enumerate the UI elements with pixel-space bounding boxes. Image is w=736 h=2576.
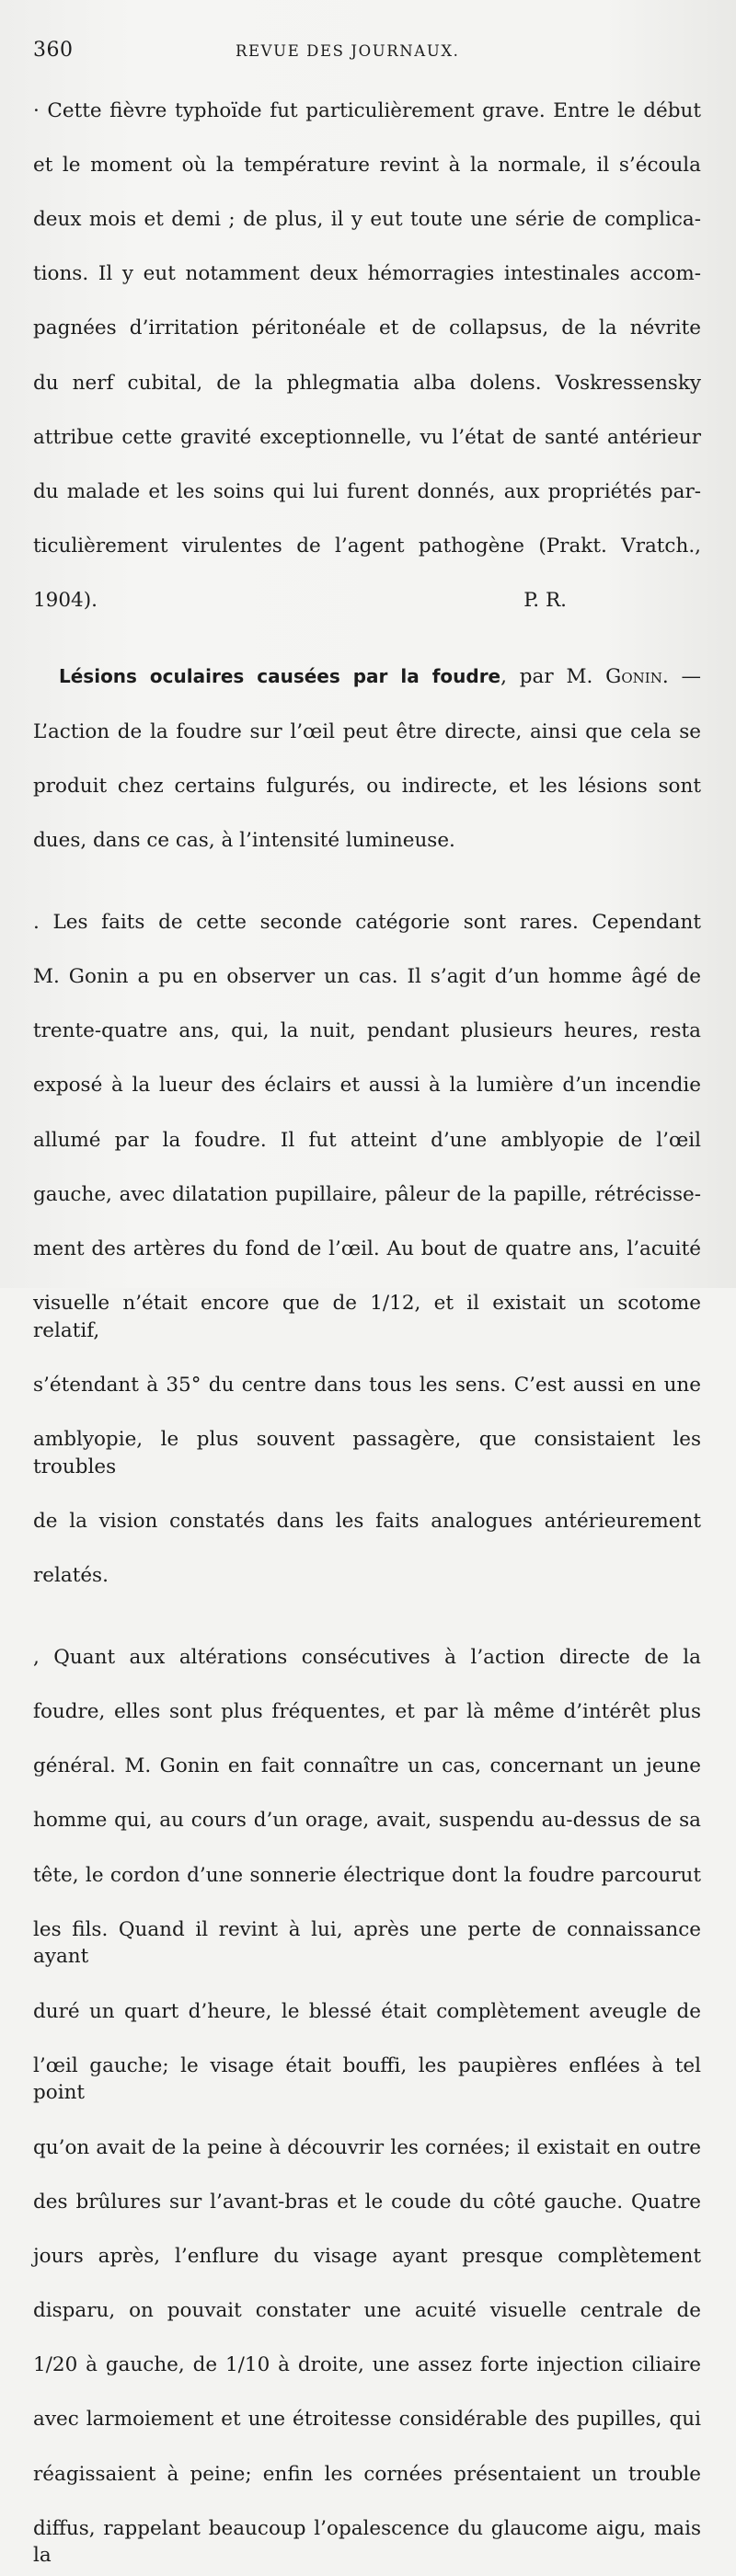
text-line: pagnées d’irritation péritonéale et de collapsus, de la névrite — [33, 316, 701, 340]
text-line: des brûlures sur l’avant-bras et le coude du côté gauche. Quatre — [33, 2190, 701, 2214]
text-line: du nerf cubital, de la phlegmatia alba dolens. Voskressensky — [33, 371, 701, 395]
text-line: trente-quatre ans, qui, la nuit, pendant plusieurs heures, resta — [33, 1019, 701, 1043]
text-line: 1/20 à gauche, de 1/10 à droite, une assez forte injection ciliaire — [33, 2353, 701, 2377]
text-line: amblyopie, le plus souvent passagère, que consistaient les troubles — [33, 1428, 701, 1478]
text-line: l’œil gauche; le visage était bouffi, les paupières enflées à tel point — [33, 2053, 701, 2105]
text-line: disparu, on pouvait constater une acuité visuelle centrale de — [33, 2299, 701, 2323]
author-signature: P. R. — [523, 589, 567, 613]
text-line: jours après, l’enflure du visage ayant presque complètement — [33, 2244, 701, 2268]
text-line: de la vision constatés dans les faits analogues antérieurement — [33, 1509, 701, 1533]
text-line: ment des artères du fond de l’œil. Au bout de quatre ans, l’acuité — [33, 1236, 701, 1260]
running-head: REVUE DES JOURNAUX. — [236, 42, 460, 60]
text-line: tions. Il y eut notamment deux hémorragies intestinales accom- — [33, 262, 701, 286]
text-line: s’étendant à 35° du centre dans tous les sens. C’est aussi en une — [33, 1373, 701, 1397]
text-line: du malade et les soins qui lui furent donnés, aux propriétés par- — [33, 479, 701, 503]
text-line: homme qui, au cours d’un orage, avait, suspendu au-dessus de sa — [33, 1809, 701, 1833]
text-line: L’action de la foudre sur l’œil peut être directe, ainsi que cela se — [33, 719, 701, 743]
text-line: avec larmoiement et une étroitesse considérable des pupilles, qui — [33, 2408, 701, 2432]
article-author: Gonin — [605, 665, 662, 689]
text-line: M. Gonin a pu en observer un cas. Il s’agit d’un homme âgé de — [33, 965, 701, 988]
text-line: allumé par la foudre. Il fut atteint d’une amblyopie de l’œil — [33, 1128, 701, 1152]
article2-body — [33, 637, 701, 2576]
article-title: Lésions oculaires causées par la foudre — [59, 665, 501, 688]
text-line: , Quant aux altérations consécutives à l’action directe de la — [33, 1645, 701, 1669]
text-line: et le moment où la température revint à la normale, il s’écoula — [33, 153, 701, 177]
text-line: gauche, avec dilatation pupillaire, pâleur de la papille, rétrécisse- — [33, 1182, 701, 1206]
page-number: 360 — [33, 39, 74, 62]
text-line: tête, le cordon d’une sonnerie électrique dont la foudre parcourut — [33, 1863, 701, 1887]
text-line: . Les faits de cette seconde catégorie sont rares. Cependant — [33, 910, 701, 934]
text-line: foudre, elles sont plus fréquentes, et par là même d’intérêt plus — [33, 1700, 701, 1724]
article1-closing — [33, 587, 701, 615]
byline-prefix: , par M. — [500, 665, 606, 689]
title-dash: . — — [661, 665, 701, 689]
text-line: visuelle n’était encore que de 1/12, et il existait un scotome relatif, — [33, 1292, 701, 1342]
citation-year: 1904). — [33, 589, 98, 613]
article1-body — [33, 70, 701, 587]
text-line: deux mois et demi ; de plus, il y eut toute une série de complica- — [33, 207, 701, 231]
section-gap — [33, 615, 701, 637]
text-line: · Cette fièvre typhoïde fut particulièrement grave. Entre le début — [33, 98, 701, 122]
text-line: général. M. Gonin en fait connaître un cas, concernant un jeune — [33, 1754, 701, 1778]
text-line: exposé à la lueur des éclairs et aussi à la lumière d’un incendie — [33, 1074, 701, 1098]
text-line: produit chez certains fulgurés, ou indirecte, et les lésions sont — [33, 774, 701, 798]
text-line: réagissaient à peine; enfin les cornées présentaient un trouble — [33, 2462, 701, 2486]
text-line: relatés. — [33, 1564, 109, 1588]
text-line: duré un quart d’heure, le blessé était complètement aveugle de — [33, 1999, 701, 2023]
text-line: ticulièrement virulentes de l’agent pathogène (Prakt. Vratch., — [33, 535, 701, 558]
page-header — [33, 39, 701, 70]
article-heading-line — [33, 663, 701, 691]
text-line: attribue cette gravité exceptionnelle, vu l’état de santé antérieur — [33, 425, 701, 449]
text-line: dues, dans ce cas, à l’intensité lumineuse. — [33, 829, 455, 853]
text-line: les fils. Quand il revint à lui, après une perte de connaissance ayant — [33, 1917, 701, 1969]
text-line: diffus, rappelant beaucoup l’opalescence du glaucome aigu, mais la — [33, 2516, 701, 2568]
text-line: qu’on avait de la peine à découvrir les cornées; il existait en outre — [33, 2135, 701, 2159]
